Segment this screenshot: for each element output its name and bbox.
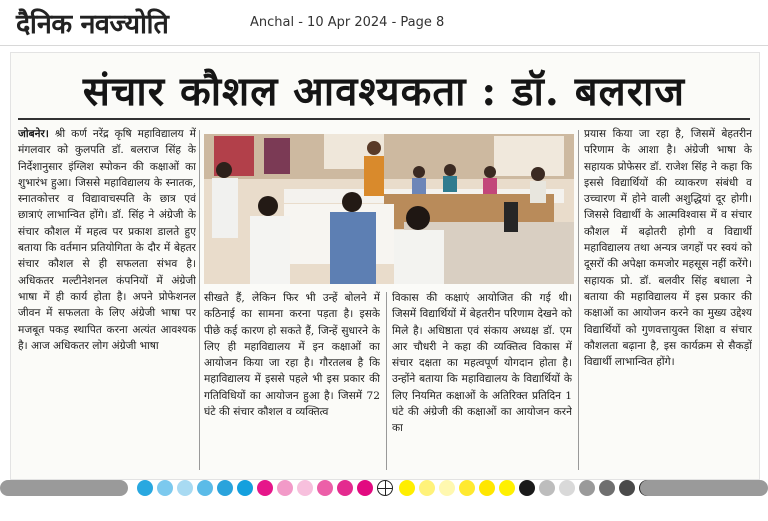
color-swatch [419,480,435,496]
article-photo [204,134,574,284]
color-swatch [157,480,173,496]
registration-bar-right [640,480,768,496]
color-swatch [357,480,373,496]
color-swatch [599,480,615,496]
color-swatch [519,480,535,496]
header-divider [0,45,768,46]
color-swatch [277,480,293,496]
color-swatch [499,480,515,496]
column-4-text: प्रयास किया जा रहा है, जिसमें बेहतरीन परिणाम के आशा है। अंग्रेजी भाषा के सहायक प्रोफेसर डॉ. राजेश सिंह ने कहा कि इससे विद्यार्थियों की व्याकरण संबंधी व उच्चारण में होने वाली अशुद्धियां दूर होगी। जिससे विद्यार्थी के आत्मविश्वास में व संचार कौशल में बढ़ोतरी होगी व विद्यार्थी महाविद्यालय तथा अन्यत्र जगहों पर स्वयं को दूसरों की अपेक्षा कमजोर महसूस नहीं करेंगे। सहायक प्रो. डॉ. बलवीर सिंह बधाला ने बताया की महाविद्यालय में इस प्रकार की कक्षाओं का आयोजन करने का मुख्य उद्देश्य विद्यार्थियों को गुणवत्तायुक्त शिक्षा व संचार कौशलता बढ़ाना है, इस कार्यक्रम से सैकड़ों विद्यार्थी लाभान्वित होंगे। [584,128,752,369]
column-3-text: विकास की कक्षाएं आयोजित की गई थी। जिसमें विद्यार्थियों में बेहतरीन परिणाम देखने को मिले है। अधिष्ठाता एवं संकाय अध्यक्ष डॉ. एम आर चौधरी ने कहा की व्यक्तित्व विकास में संचार दक्षता का महत्वपूर्ण योगदान होता है। उन्होंने बताया कि महाविद्यालय के विद्यार्थियों के लिए नियमित कक्षाओं के अतिरिक्त प्रतिदिन 1 घंटे की अंग्रेजी की कक्षाओं का आयोजन करने का [392,292,572,435]
column-1-text: श्री कर्ण नरेंद्र कृषि महाविद्यालय में मंगलवार को कुलपति डॉ. बलराज सिंह के निर्देशानुसार इंग्लिश स्पोकन की कक्षाओं का शुभारंभ हुआ। जिससे महाविद्यालय के स्नातक, स्नातकोत्तर व विद्यावाचस्पति के छात्र एवं छात्राएं लाभान्वित होंगे। डॉ. सिंह ने अंग्रेजी के संचार कौशल में महत्व पर प्रकाश डालते हुए बताया कि वर्तमान प्रतियोगिता के दौर में बेहतर संचार कौशल से ही सफलता संभव है। अधिकतर मल्टीनेशनल कंपनियों में अंग्रेजी भाषा में ही कार्य होता है। अपने प्रोफेशनल जीवन में सफलता के लिए अंग्रेजी भाषा पर मजबूत पकड़ स्थापित करना अत्यंत आवश्यक है। आज अधिकतर लोग अंग्रेजी भाषा [18,128,196,352]
registration-bar-left [0,480,128,496]
color-swatch [137,480,153,496]
color-swatch [197,480,213,496]
color-swatch [177,480,193,496]
color-swatch [479,480,495,496]
color-swatch [337,480,353,496]
column-separator-3 [578,130,579,470]
color-swatch [297,480,313,496]
headline-rule [18,118,750,120]
article-column-3 [392,290,572,471]
newspaper-masthead: दैनिक नवज्योति [16,9,169,40]
crosshair-target-icon [377,480,393,496]
article-headline: संचार कौशल आवश्यकता : डॉ. बलराज [82,68,686,115]
color-swatch [217,480,233,496]
color-swatch [237,480,253,496]
color-swatch [459,480,475,496]
color-swatch [399,480,415,496]
dateline: जोबनेर। [18,128,49,140]
article-column-4 [584,126,752,471]
column-separator-1 [199,130,200,470]
article-column-2 [204,290,380,471]
color-swatch [619,480,635,496]
color-swatch [539,480,555,496]
column-2-text: सीखते हैं, लेकिन फिर भी उन्हें बोलने में कठिनाई का सामना करना पड़ता है। इसके पीछे कई कारण हो सकते हैं, जिन्हें सुधारने के लिए ही महाविद्यालय में इन कक्षाओं का आयोजन किया जा रहा है। गौरतलब है कि महाविद्यालय में इससे पहले भी इस प्रकार की गतिविधियों का आयोजन हुआ है। जिसमें 72 घंटे की संचार कौशल व व्यक्तित्व [204,292,380,419]
column-separator-2 [386,292,387,470]
article-column-1 [18,126,196,471]
color-swatch [439,480,455,496]
classroom-photo-illustration [204,134,574,284]
color-swatch [579,480,595,496]
color-swatch [317,480,333,496]
color-swatch [559,480,575,496]
color-swatch [257,480,273,496]
edition-label: Anchal - 10 Apr 2024 - Page 8 [250,15,445,30]
page-bottom-margin [0,496,768,521]
